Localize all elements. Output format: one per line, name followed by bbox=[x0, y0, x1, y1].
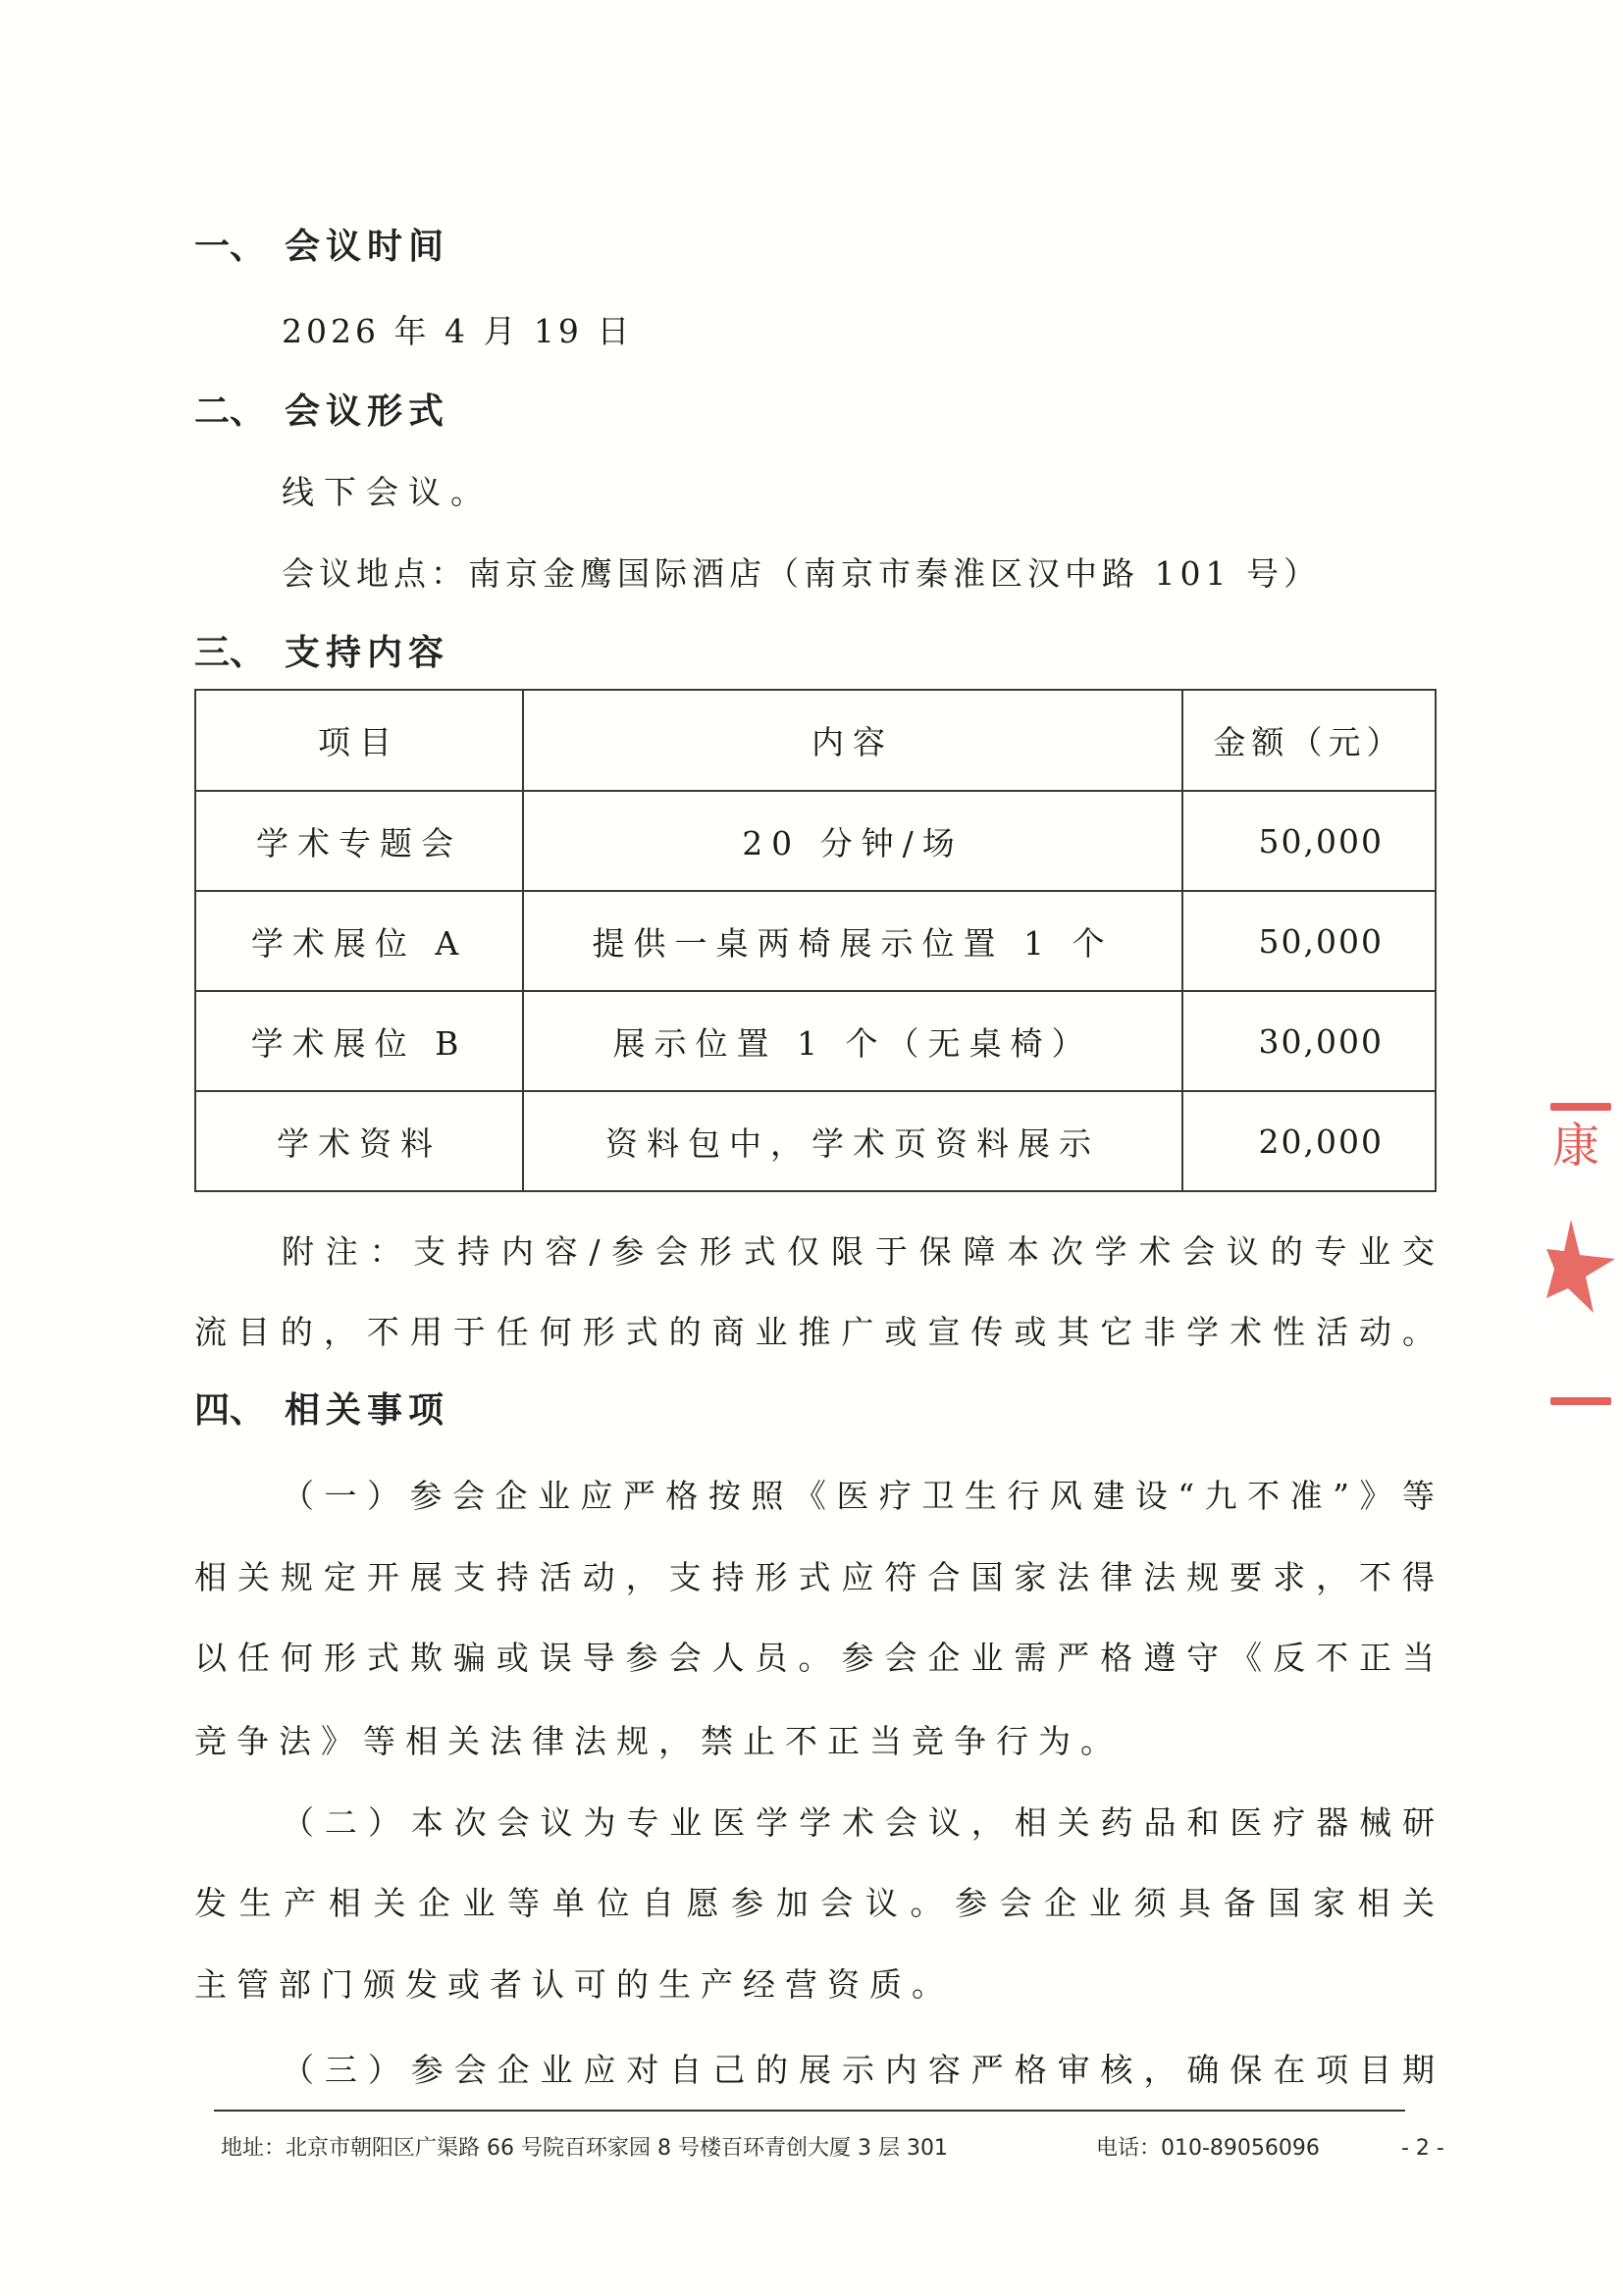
table-header-row bbox=[195, 690, 1436, 791]
seal-arc-top bbox=[1550, 1103, 1611, 1111]
matter-1-line-2: 相关规定开展支持活动，支持形式应符合国家法律法规要求，不得 bbox=[194, 1558, 1435, 1596]
section-title: 相关事项 bbox=[285, 1390, 450, 1431]
official-seal-stamp bbox=[1541, 1097, 1623, 1411]
cell-item: 学术展位 B bbox=[195, 991, 523, 1091]
footer-address: 地址：北京市朝阳区广渠路 66 号院百环家园 8 号楼百环青创大厦 3 层 301 bbox=[221, 2136, 948, 2161]
footer-divider bbox=[214, 2110, 1405, 2112]
meeting-mode: 线下会议。 bbox=[282, 473, 493, 511]
footer-phone: 电话：010-89056096 bbox=[1096, 2136, 1320, 2161]
page-number: - 2 - bbox=[1401, 2136, 1444, 2161]
cell-amount: 30,000 bbox=[1182, 991, 1436, 1091]
column-header-amount: 金额（元） bbox=[1182, 690, 1436, 791]
cell-item: 学术专题会 bbox=[195, 791, 523, 891]
meeting-date: 2026 年 4 月 19 日 bbox=[282, 312, 634, 350]
section-heading-meeting-time bbox=[194, 223, 449, 272]
cell-content: 展示位置 1 个（无桌椅） bbox=[523, 991, 1182, 1091]
section-number: 二、 bbox=[194, 391, 266, 432]
seal-character: 康 bbox=[1552, 1119, 1600, 1174]
table-row bbox=[195, 991, 1436, 1091]
column-header-item: 项目 bbox=[195, 690, 523, 791]
section-heading-related-matters bbox=[194, 1386, 449, 1435]
section-title: 支持内容 bbox=[285, 633, 450, 673]
meeting-venue: 会议地点：南京金鹰国际酒店（南京市秦淮区汉中路 101 号） bbox=[282, 554, 1321, 593]
matter-1-line-3: 以任何形式欺骗或误导参会人员。参会企业需严格遵守《反不正当 bbox=[194, 1639, 1435, 1677]
cell-content: 提供一桌两椅展示位置 1 个 bbox=[523, 891, 1182, 991]
matter-2-line-2: 发生产相关企业等单位自愿参加会议。参会企业须具备国家相关 bbox=[194, 1884, 1435, 1922]
matter-1-line-1: （一）参会企业应严格按照《医疗卫生行风建设“九不准”》等 bbox=[282, 1477, 1435, 1515]
seal-arc-bottom bbox=[1550, 1397, 1611, 1405]
table-row bbox=[195, 891, 1436, 991]
matter-3-line-1: （三）参会企业应对自己的展示内容严格审核，确保在项目期 bbox=[282, 2051, 1435, 2089]
cell-content: 资料包中，学术页资料展示 bbox=[523, 1091, 1182, 1191]
matter-1-line-4: 竞争法》等相关法律法规，禁止不正当竞争行为。 bbox=[194, 1722, 1123, 1760]
cell-item: 学术资料 bbox=[195, 1091, 523, 1191]
cell-item: 学术展位 A bbox=[195, 891, 523, 991]
star-icon bbox=[1546, 1220, 1615, 1313]
matter-2-line-1: （二）本次会议为专业医学学术会议，相关药品和医疗器械研 bbox=[282, 1803, 1435, 1842]
column-header-content: 内容 bbox=[523, 690, 1182, 791]
note-line-1: 附注：支持内容/参会形式仅限于保障本次学术会议的专业交 bbox=[282, 1232, 1435, 1271]
cell-amount: 50,000 bbox=[1182, 791, 1436, 891]
section-heading-support-content bbox=[194, 629, 449, 678]
cell-amount: 50,000 bbox=[1182, 891, 1436, 991]
matter-2-line-3: 主管部门颁发或者认可的生产经营资质。 bbox=[194, 1965, 954, 2004]
section-title: 会议形式 bbox=[285, 391, 450, 432]
section-heading-meeting-format bbox=[194, 388, 449, 437]
table-row bbox=[195, 1091, 1436, 1191]
table-row bbox=[195, 791, 1436, 891]
section-number: 四、 bbox=[194, 1390, 266, 1431]
section-number: 一、 bbox=[194, 227, 266, 267]
cell-amount: 20,000 bbox=[1182, 1091, 1436, 1191]
support-table bbox=[194, 689, 1437, 1192]
section-number: 三、 bbox=[194, 633, 266, 673]
note-line-2: 流目的，不用于任何形式的商业推广或宣传或其它非学术性活动。 bbox=[194, 1313, 1435, 1351]
cell-content: 20 分钟/场 bbox=[523, 791, 1182, 891]
section-title: 会议时间 bbox=[285, 227, 450, 267]
